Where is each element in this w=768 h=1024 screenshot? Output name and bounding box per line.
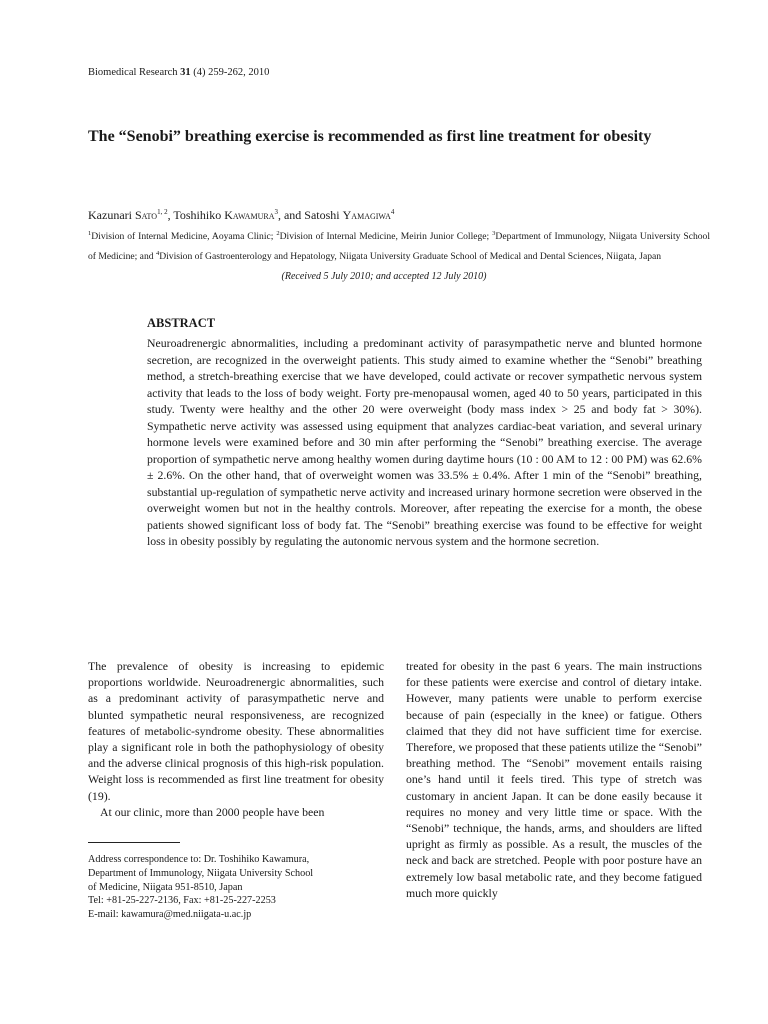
affiliation-4: Division of Gastroenterology and Hepatology, Niigata University Graduate School of Medical and Dental Sciences, Niigata, Japan — [159, 251, 662, 263]
abstract-text: Neuroadrenergic abnormalities, including a predominant activity of parasympathetic nerve and blunted hormone secretion, are recognized in the overweight patients. This study aimed to examine whether the “Senobi” breathing method, a stretch-breathing exercise that we have developed, could activate or recover sympathetic nervous system activity that leads to the loss of body weight. Forty pre-menopausal women, aged 40 to 50 years, participated in this study. Twenty were healthy and the other 20 were overweight (body mass index > 25 and body fat > 30%). Sympathetic nerve activity was assessed using equipment that analyzes cardiac-beat variation, and several urinary hormone levels were examined before and 30 min after performing the “Senobi” breathing exercise. The average proportion of sympathetic nerve among healthy women during daytime hours (10 : 00 AM to 12 : 00 PM) was 62.6% ± 2.6%. On the other hand, that of overweight women was 33.5% ± 0.4%. After 1 min of the “Senobi” breathing, substantial up-regulation of sympathetic nerve activity and increased urinary hormone secretion were observed in the overweight women but not in the healthy controls. Moreover, after repeating the exercise for a month, the obese patients showed significant loss of body fat. The “Senobi” breathing exercise was found to be effective for weight loss in obesity possibly by regulating the autonomic nervous system and the hormone secretion. — [147, 336, 702, 548]
correspondence-line-1: Address correspondence to: Dr. Toshihiko Kawamura, — [88, 854, 310, 865]
author-2-last: Kawamura — [224, 208, 275, 222]
author-2-first: Toshihiko — [173, 208, 222, 222]
journal-name: Biomedical Research — [88, 67, 178, 78]
author-1-last: Sato — [134, 208, 158, 222]
affiliation-3-sup: 3 — [492, 230, 496, 237]
author-2-sup: 3 — [274, 208, 278, 216]
article-title: The “Senobi” breathing exercise is recommended as first line treatment for obesity — [88, 128, 652, 145]
author-1-sup: 1, 2 — [157, 208, 168, 216]
abstract-heading: ABSTRACT — [147, 316, 216, 330]
correspondence-line-4: Tel: +81-25-227-2136, Fax: +81-25-227-2253 — [88, 895, 276, 907]
footnote-divider — [88, 842, 180, 843]
body-column-left — [88, 658, 384, 820]
correspondence-line-3: of Medicine, Niigata 951-8510, Japan — [88, 881, 243, 893]
affiliation-2-sup: 2 — [276, 230, 280, 237]
body-paragraph-1: The prevalence of obesity is increasing to epidemic proportions worldwide. Neuroadrenergic abnormalities, such as a predominant activity of parasympathetic nerve and blunted sympathetic neural responsiveness, are recognized features of metabolic-syndrome obesity. These abnormalities play a significant role in both the pathophysiology of obesity and the adverse clinical prognosis of this high-risk population. Weight loss is recommended as first line treatment for obesity (19). — [88, 659, 384, 803]
affiliation-3: Department of Immunology, Niigata University School of Medicine; and — [88, 231, 711, 263]
body-column-right: treated for obesity in the past 6 years. The main instructions for these patients were exercise and control of dietary intake. However, many patients were unable to perform exercise because of pain (especially in the knee) or fatigue. Others claimed that they did not have sufficient time for exercise. Therefore, we proposed that these patients utilize the “Senobi” breathing method. The “Senobi” movement entails raising one’s hand until it feels tired. This type of stretch was customary in ancient Japan. It can be done easily because it requires no money and very little time or space. With the “Senobi” technique, the hands, arms, and shoulders are lifted upright as firmly as possible. As a result, the muscles of the neck and back are stretched. People with poor posture have an extremely low basal metabolic rate, and they become fatigued much more quickly — [406, 659, 702, 900]
affiliation-2: Division of Internal Medicine, Meirin Junior College; — [279, 231, 490, 243]
journal-citation — [88, 67, 269, 78]
author-list: Kazunari Sato$^{1, 2}$, Toshihiko Kawamura$^3$, and Satoshi Yamagiwa$^4$ — [88, 208, 395, 222]
journal-issue-pages: (4) 259-262, 2010 — [193, 67, 270, 78]
author-1-first: Kazunari — [88, 208, 132, 222]
affiliations — [88, 225, 710, 265]
correspondence-email: E-mail: kawamura@med.niigata-u.ac.jp — [88, 909, 252, 921]
affiliation-1: Division of Internal Medicine, Aoyama Clinic; — [91, 231, 274, 243]
author-3-sup: 4 — [390, 208, 395, 216]
affiliation-1-sup: 1 — [88, 230, 92, 237]
correspondence-footnote — [88, 853, 384, 922]
journal-volume: 31 — [180, 67, 191, 78]
affiliation-4-sup: 4 — [155, 250, 160, 258]
author-3-last: Yamagiwa — [342, 208, 391, 222]
author-3-first: and Satoshi — [283, 208, 340, 222]
correspondence-line-2: Department of Immunology, Niigata University School — [88, 867, 314, 879]
received-dates: (Received 5 July 2010; and accepted 12 July 2010) — [281, 271, 487, 282]
body-paragraph-2: At our clinic, more than 2000 people have been — [100, 804, 325, 819]
